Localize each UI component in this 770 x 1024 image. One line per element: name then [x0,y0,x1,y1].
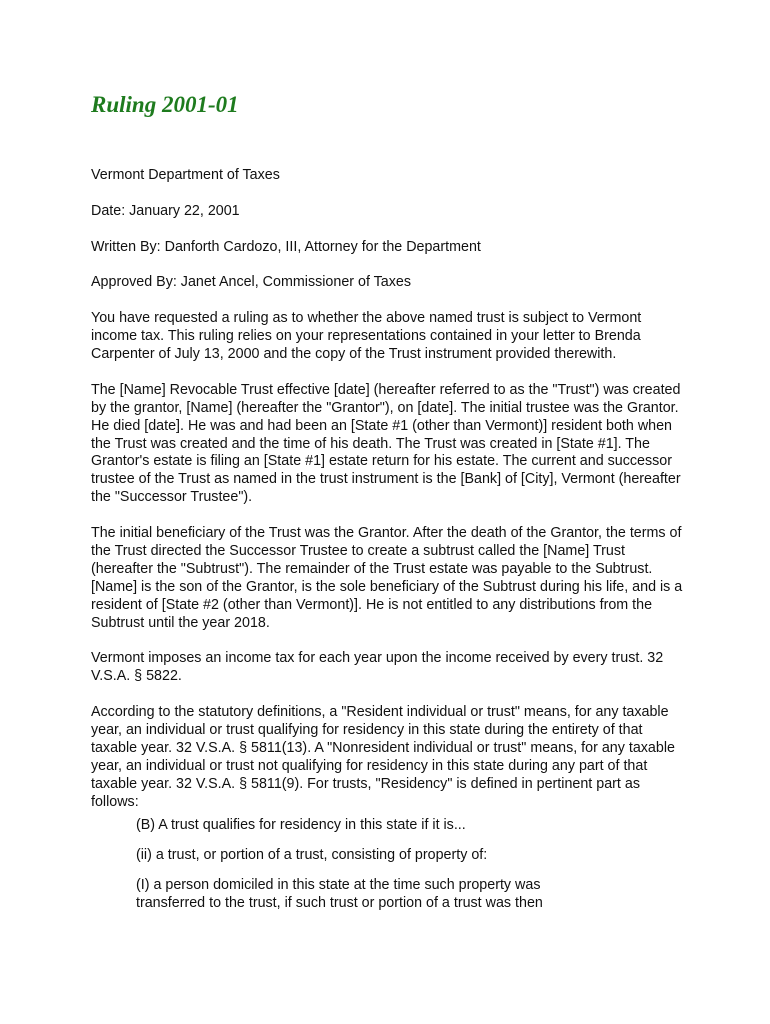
paragraph-income-tax: Vermont imposes an income tax for each year upon the income received by every trust. 32 V.S.A. § 5822. [91,650,664,685]
quoted-clause-i: (I) a person domiciled in this state at the time such property was transferred to the trust, if such trust or portion of a trust was then [136,877,543,912]
quoted-clause-ii: (ii) a trust, or portion of a trust, consisting of property of: [136,846,488,863]
paragraph-beneficiary: The initial beneficiary of the Trust was the Grantor. After the death of the Grantor, the terms of the Trust directed the Successor Trustee to create a subtrust called the [Name] Trust (hereafter the "Subtrust"). The remainder of the Trust estate was payable to the Subtrust. [Name] is the son of the Grantor, is the sole beneficiary of the Subtrust during his life, and is a resident of [State #2 (other than Vermont)]. He is not entitled to any distributions from the Subtrust until the year 2018. [91,525,683,631]
approved-by-line: Approved By: Janet Ancel, Commissioner of Taxes [91,274,411,291]
paragraph-trust-facts: The [Name] Revocable Trust effective [date] (hereafter referred to as the "Trust") was created by the grantor, [Name] (hereafter the "Grantor"), on [date]. The initial trustee was the Grantor. He died [date]. He was and had been an [State #1 (other than Vermont)] resident both when the Trust was created and the time of his death. The Trust was created in [State #1]. The Grantor's estate is filing an [State #1] estate return for his estate. The current and successor trustee of the Trust as named in the trust instrument is the [Bank] of [City], Vermont (hereafter the "Successor Trustee"). [91,381,681,506]
date-line: Date: January 22, 2001 [91,202,240,219]
quoted-clause-b: (B) A trust qualifies for residency in this state if it is... [136,816,466,833]
written-by-line: Written By: Danforth Cardozo, III, Attorney for the Department [91,238,481,255]
document-body [91,167,686,926]
page-title: Ruling 2001-01 [91,92,239,117]
department-line: Vermont Department of Taxes [91,167,280,183]
paragraph-request: You have requested a ruling as to whether the above named trust is subject to Vermont income tax. This ruling relies on your representations contained in your letter to Brenda Carpenter of July 13, 2000 and the copy of the Trust instrument provided therewith. [91,310,642,362]
paragraph-definitions: According to the statutory definitions, a "Resident individual or trust" means, for any taxable year, an individual or trust qualifying for residency in this state during the entirety of that taxable year. 32 V.S.A. § 5811(13). A "Nonresident individual or trust" means, for any taxable year, an individual or trust not qualifying for residency in this state during any part of that taxable year. 32 V.S.A. § 5811(9). For trusts, "Residency" is defined in pertinent part as follows: [91,704,675,810]
